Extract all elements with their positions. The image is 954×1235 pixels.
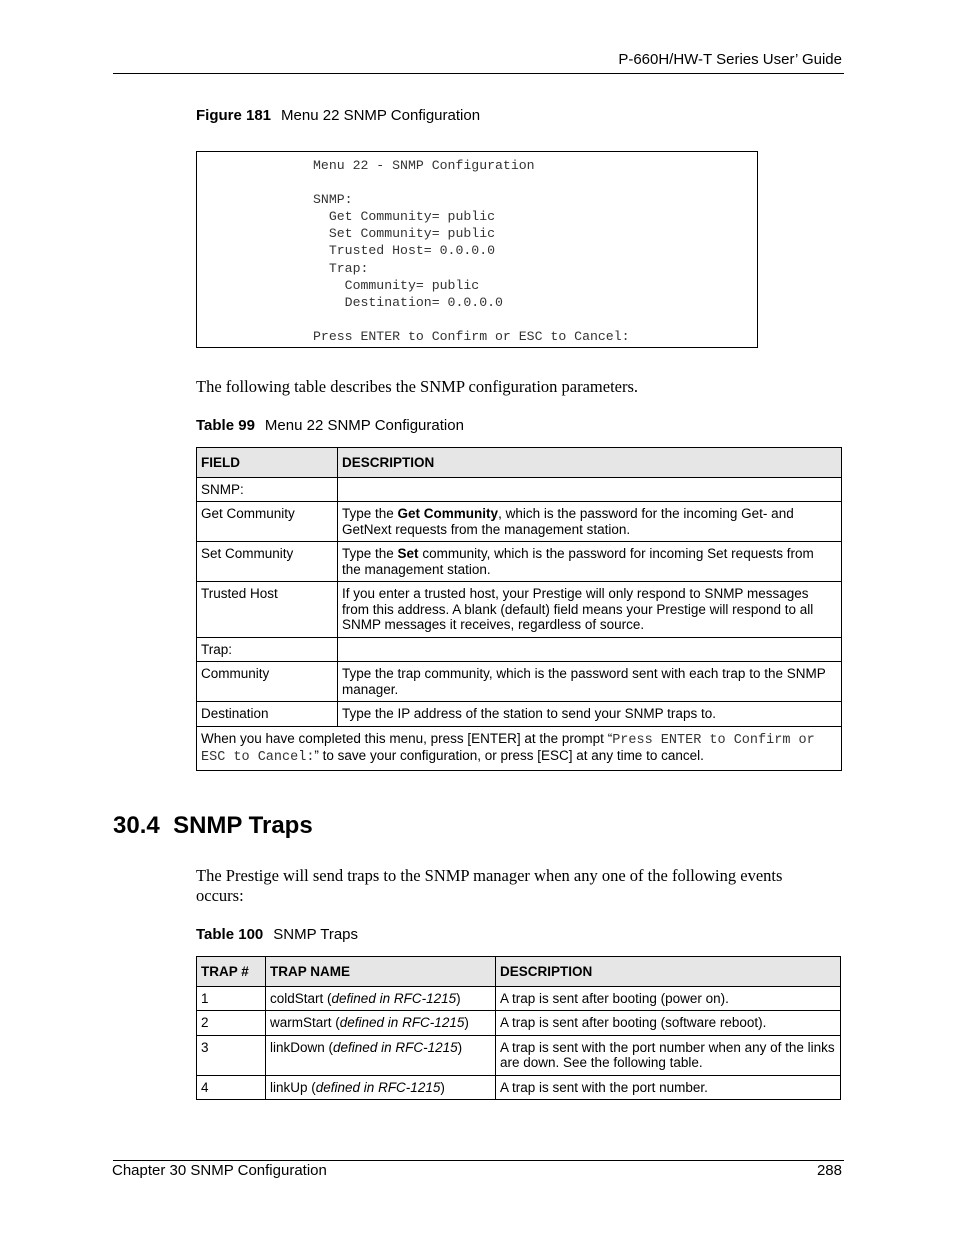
header-trap-number: TRAP # (197, 957, 266, 987)
intro-paragraph: The following table describes the SNMP configuration parameters. (196, 377, 639, 396)
section-title (113, 812, 313, 840)
header-trap-description: DESCRIPTION (496, 957, 841, 987)
field-cell: SNMP: (197, 477, 338, 502)
description-cell (338, 637, 842, 662)
trap-description-cell: A trap is sent with the port number when any of the links are down. See the following table. (496, 1035, 841, 1075)
trap-definition: defined in RFC-1215 (315, 1079, 441, 1095)
description-text: Type the IP address of the station to send your SNMP traps to. (342, 706, 716, 721)
trap-definition: defined in RFC-1215 (339, 1015, 465, 1030)
table-row (197, 637, 842, 662)
table-header-row (197, 957, 841, 987)
table100-caption (196, 926, 358, 943)
trap-name-cell: warmStart (defined in RFC-1215) (266, 1011, 496, 1036)
figure-label: Figure 181 (196, 107, 272, 124)
description-text: Type the (342, 506, 398, 521)
trap-name: coldStart (270, 990, 324, 1006)
trap-name: linkUp (270, 1079, 308, 1095)
table-row (197, 1035, 841, 1075)
table-row (197, 502, 842, 542)
trap-name-cell: linkDown (defined in RFC-1215) (266, 1035, 496, 1075)
table100-title: SNMP Traps (273, 926, 359, 943)
table-footer-row (197, 726, 842, 770)
description-bold: Get Community (397, 506, 499, 521)
table99-label: Table 99 (196, 417, 255, 434)
description-cell (338, 542, 842, 582)
table-row (197, 542, 842, 582)
table99-caption (196, 417, 464, 434)
snmp-traps-table (196, 956, 841, 1100)
section-name: SNMP Traps (173, 812, 313, 839)
figure-caption (196, 107, 480, 124)
table-row (197, 702, 842, 727)
note-text: ” to save your configuration, or press [ESC] at any time to cancel. (314, 748, 704, 763)
header-description: DESCRIPTION (338, 448, 842, 478)
description-cell (338, 477, 842, 502)
table-row (197, 1075, 841, 1100)
table-row (197, 582, 842, 638)
table99-title: Menu 22 SNMP Configuration (264, 417, 464, 434)
header-trap-name: TRAP NAME (266, 957, 496, 987)
note-code: Press ENTER to Confirm or ESC to Cancel: (201, 732, 815, 765)
field-cell: Set Community (197, 542, 338, 582)
table-row (197, 1011, 841, 1036)
table-row (197, 986, 841, 1011)
field-cell: Community (197, 662, 338, 702)
description-text: , which is the password for the incoming Get- and GetNext requests from the management station. (342, 506, 794, 537)
traps-intro-paragraph: The Prestige will send traps to the SNMP manager when any one of the following events occurs: (196, 866, 783, 905)
description-bold: Set (397, 546, 419, 561)
trap-name-cell: coldStart (defined in RFC-1215) (266, 986, 496, 1011)
description-text: community, which is the password for incoming Set requests from the management station. (342, 546, 814, 577)
trap-definition: defined in RFC-1215 (331, 990, 457, 1006)
menu-screen-text: Menu 22 - SNMP Configuration SNMP: Get Community= public Set Community= public Trusted Host= 0.0.0.0 Trap: Community= public Destination= 0.0.0.0 Press ENTER to Confirm or ESC to Cancel: (313, 158, 630, 344)
running-header: P-660H/HW-T Series User’ Guide (618, 51, 842, 68)
description-cell (338, 662, 842, 702)
description-text: If you enter a trusted host, your Prestige will only respond to SNMP messages from this address. A blank (default) field means your Prestige will respond to all SNMP messages it receives, regardless of source. (342, 586, 814, 632)
note-text: When you have completed this menu, press [ENTER] at the prompt “ (201, 730, 613, 746)
table-header-row (197, 448, 842, 478)
description-cell (338, 702, 842, 727)
footer-chapter: Chapter 30 SNMP Configuration (112, 1162, 327, 1179)
header-field: FIELD (197, 448, 338, 478)
header-rule (113, 73, 844, 74)
trap-number-cell: 4 (197, 1075, 266, 1100)
trap-description-cell: A trap is sent with the port number. (496, 1075, 841, 1100)
menu-screen (196, 151, 758, 348)
field-cell: Trap: (197, 637, 338, 662)
field-cell: Destination (197, 702, 338, 727)
table-row (197, 477, 842, 502)
trap-definition: defined in RFC-1215 (333, 1039, 458, 1055)
page-number: 288 (816, 1162, 842, 1179)
description-cell (338, 582, 842, 638)
trap-name: linkDown (270, 1039, 325, 1055)
description-cell (338, 502, 842, 542)
field-cell: Get Community (197, 502, 338, 542)
field-cell: Trusted Host (197, 582, 338, 638)
trap-number-cell: 1 (197, 986, 266, 1011)
trap-description-cell: A trap is sent after booting (software reboot). (496, 1011, 841, 1036)
section-number: 30.4 (113, 812, 160, 839)
table-footer-note (197, 726, 842, 770)
snmp-config-table (196, 447, 842, 771)
trap-number-cell: 2 (197, 1011, 266, 1036)
trap-number-cell: 3 (197, 1035, 266, 1075)
description-text: Type the (342, 546, 398, 561)
table100-label: Table 100 (196, 926, 264, 943)
trap-name-cell: linkUp (defined in RFC-1215) (266, 1075, 496, 1100)
figure-title: Menu 22 SNMP Configuration (281, 107, 481, 124)
trap-name: warmStart (270, 1015, 332, 1030)
description-text: Type the trap community, which is the password sent with each trap to the SNMP manager. (342, 666, 826, 697)
footer-rule (113, 1160, 844, 1161)
trap-description-cell: A trap is sent after booting (power on). (496, 986, 841, 1011)
table-row (197, 662, 842, 702)
